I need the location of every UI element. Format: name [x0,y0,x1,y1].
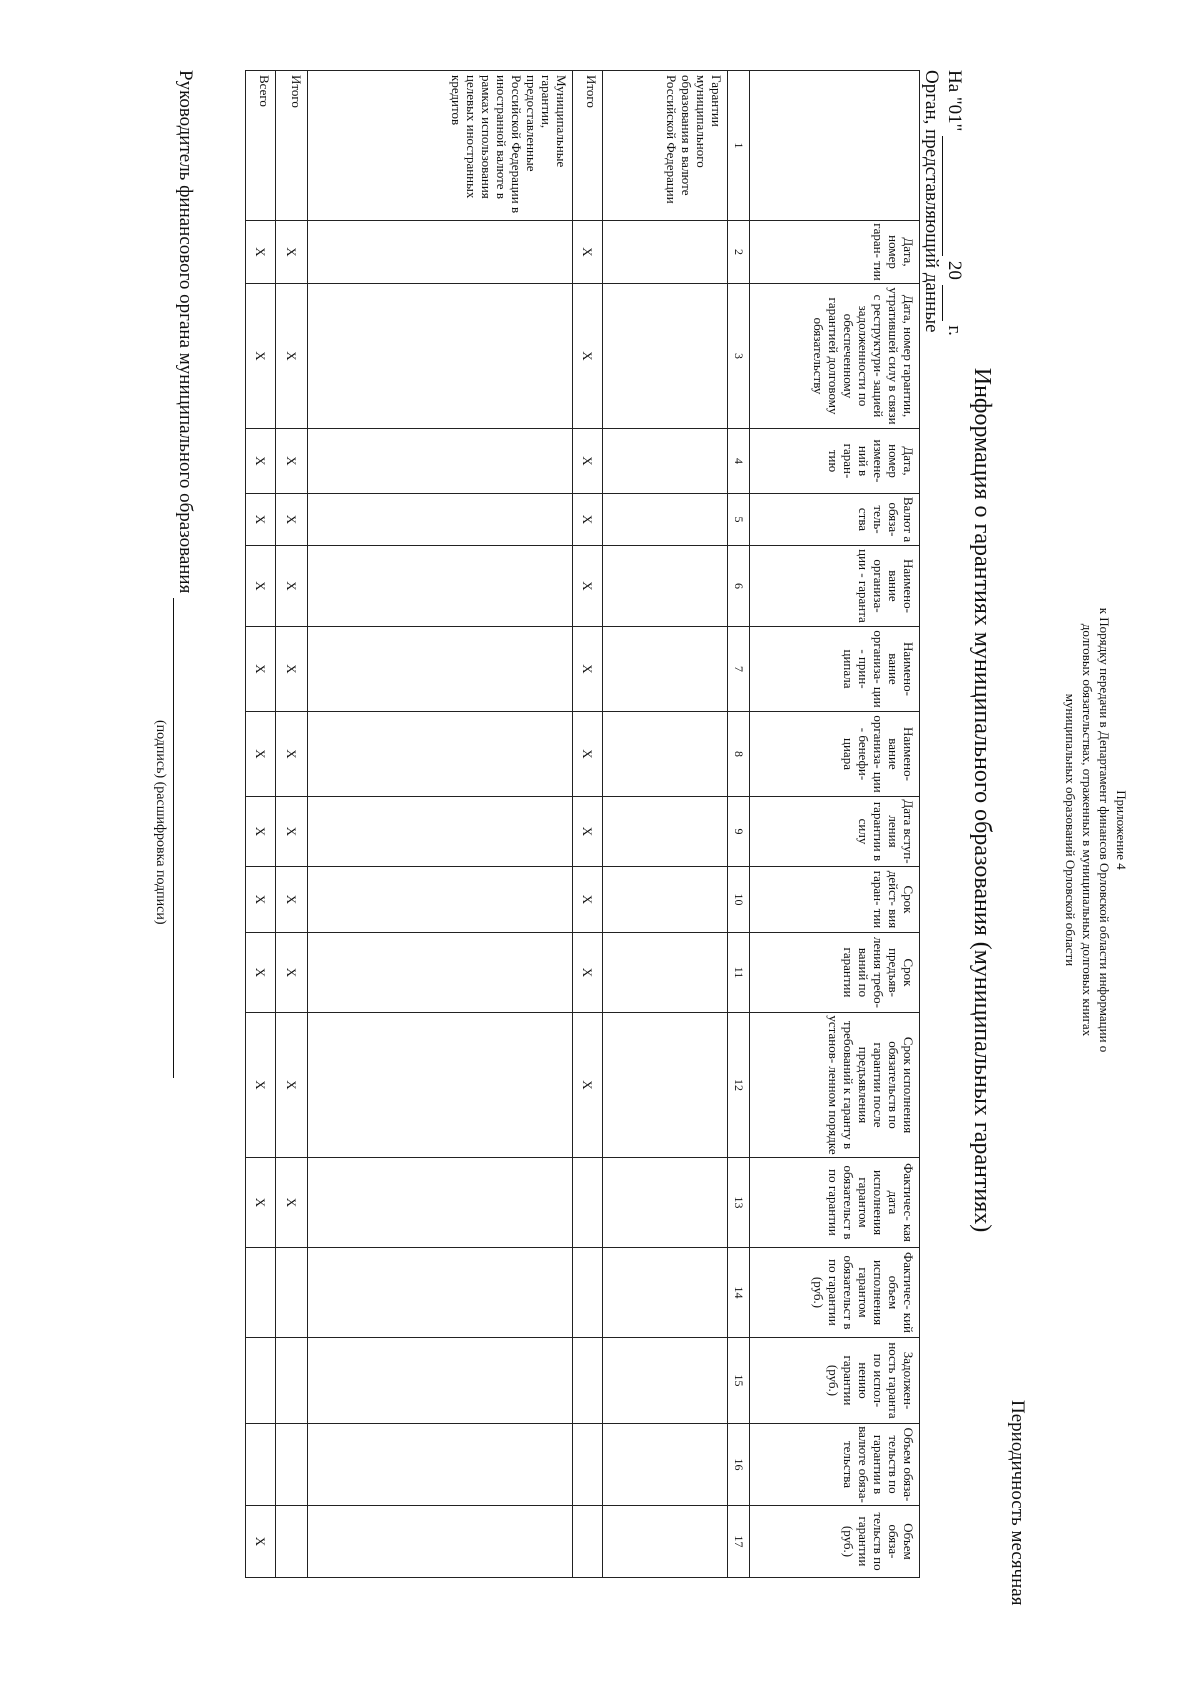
column-number: 13 [728,1158,750,1248]
table-row [308,71,573,1578]
table-cell [308,429,573,494]
table-cell [276,1248,308,1338]
table-cell [246,1338,276,1424]
table-cell [308,1338,573,1424]
table-cell: X [276,429,308,494]
header-cell: Наимено- вание организа- ции - гаранта [750,546,920,627]
header-cell: Объем обяза- тельств по гарантии (руб.) [750,1506,920,1578]
column-number: 10 [728,867,750,933]
table-cell: X [573,712,603,797]
table-cell [308,627,573,712]
table-row [276,71,308,1578]
document-title: Информация о гарантиях муниципального образования (муниципальных гарантиях) [969,367,995,1233]
header-cell: Объем обяза- тельств по гарантии в валюте обяза- тельства [750,1424,920,1506]
column-number: 4 [728,429,750,494]
table-cell: X [246,1158,276,1248]
table-cell: X [573,867,603,933]
table-cell: X [246,1506,276,1578]
table-cell: X [246,933,276,1013]
header-cell: Валют а обяза- тель- ства [750,494,920,546]
table-cell [603,627,728,712]
column-number: 17 [728,1506,750,1578]
table-cell [603,221,728,284]
table-cell [603,933,728,1013]
table-cell: X [276,712,308,797]
row-label: Итого [276,71,308,221]
table-cell: X [276,1158,308,1248]
table-cell: X [276,933,308,1013]
header-cell: Срок дейст- вия гаран- тии [750,867,920,933]
table-cell [573,1248,603,1338]
table-cell [603,712,728,797]
table-cell [308,867,573,933]
date-year-blank [942,285,965,321]
header-cell: Фактичес- кий объем исполнения гарантом обязательст в по гарантии (руб.) [750,1248,920,1338]
table-cell [603,1506,728,1578]
date-year-prefix: 20 [944,260,965,280]
column-number: 7 [728,627,750,712]
date-prefix: На "01" [944,70,965,132]
header-cell: Дата вступ- ления гарантии в силу [750,797,920,867]
column-number: 15 [728,1338,750,1424]
table-cell [246,1248,276,1338]
table-cell: X [276,627,308,712]
table-cell: X [276,546,308,627]
column-number: 2 [728,221,750,284]
header-cell: Дата, номер гаран- тии [750,221,920,284]
table-cell: X [573,627,603,712]
header-cell: Наимено- вание организа- ции - бенефи- циара [750,712,920,797]
date-line [942,70,965,336]
table-cell: X [276,1013,308,1158]
table-cell [603,429,728,494]
column-number: 11 [728,933,750,1013]
table-cell: X [573,429,603,494]
table-row [603,71,728,1578]
periodicity-label: Периодичность месячная [1007,1400,1028,1606]
guarantees-table [245,70,920,1578]
table-cell [276,1424,308,1506]
table-cell: X [246,494,276,546]
table-cell [603,1013,728,1158]
table-cell: X [276,221,308,284]
header-row [750,71,920,1578]
table-cell [603,1338,728,1424]
table-cell: X [246,284,276,429]
table-cell: X [246,867,276,933]
table-cell [603,494,728,546]
appendix-order-line: к Порядку передачи в Департамент финансов Орловской области информации о [1097,607,1112,1053]
row-label: Итого [573,71,603,221]
table-cell [573,1158,603,1248]
table-cell [603,546,728,627]
date-year-suffix: г. [944,325,965,336]
appendix-order-line-2: долговых обязательствах, отраженных в муниципальных долговых книгах [1080,623,1095,1037]
table-cell [276,1338,308,1424]
table-row [246,71,276,1578]
table-cell [308,933,573,1013]
signer-label: Руководитель финансового органа муниципального образования [175,70,196,594]
row-label: Всего [246,71,276,221]
table-cell: X [246,797,276,867]
table-cell: X [246,429,276,494]
table-cell [573,1424,603,1506]
table-cell [308,1248,573,1338]
table-cell: X [573,933,603,1013]
column-number: 8 [728,712,750,797]
table-cell [603,867,728,933]
column-number: 14 [728,1248,750,1338]
table-cell: X [246,627,276,712]
table-cell [308,284,573,429]
appendix-number: Приложение 4 [1114,790,1129,870]
table-cell: X [246,1013,276,1158]
column-number: 1 [728,71,750,221]
table-cell: X [246,712,276,797]
column-number: 12 [728,1013,750,1158]
organ-line [919,70,942,777]
table-cell: X [246,221,276,284]
organ-blank [919,337,942,777]
header-cell: Срок исполнения обязательств по гарантии после предъявления требований к гаранту в установ- ленном порядке [750,1013,920,1158]
column-number: 6 [728,546,750,627]
row-label: Муниципальные гарантии, предоставленные Российской Федерации в иностранной валюте в рамках использования целевых иностранных кредитов [308,71,573,221]
table-cell: X [573,494,603,546]
header-cell: Срок предъяв- ления требо- ваний по гарантии [750,933,920,1013]
header-cell: Дата, номер гарантии, утратившей силу в связи с реструктури- зацией задолженности по обеспеченному гарантией долговому обязательству [750,284,920,429]
signer-line [173,70,196,1078]
table-cell [603,797,728,867]
table-cell [308,797,573,867]
table-cell [308,1424,573,1506]
organ-label: Орган, представляющий данные [921,70,942,333]
table-cell [308,221,573,284]
table-row [573,71,603,1578]
table-cell [573,1338,603,1424]
table-cell [603,1424,728,1506]
header-cell: Фактичес- кая дата исполнения гарантом обязательст в по гарантии [750,1158,920,1248]
table-cell [276,1506,308,1578]
row-label: Гарантии муниципального образования в валюте Российской Федерации [603,71,728,221]
table-cell: X [276,284,308,429]
header-cell: Наимено- вание организа- ции - прин- ципала [750,627,920,712]
header-cell [750,71,920,221]
table-cell: X [573,221,603,284]
table-cell [308,546,573,627]
table-cell [603,284,728,429]
table-cell: X [573,284,603,429]
column-number: 5 [728,494,750,546]
column-number-row [728,71,750,1578]
table-cell [603,1248,728,1338]
header-cell: Дата, номер измене- ний в гаран- тию [750,429,920,494]
table-cell: X [276,797,308,867]
signature-caption: (подпись) (расшифровка подписи) [153,720,168,925]
date-month-blank [942,136,965,256]
table-cell [308,1013,573,1158]
table-cell [308,1506,573,1578]
table-cell: X [573,1013,603,1158]
signature-blank [173,598,196,1078]
table-cell: X [573,797,603,867]
table-cell [603,1158,728,1248]
table-cell: X [573,546,603,627]
table-cell [246,1424,276,1506]
table-cell: X [246,546,276,627]
table-cell [573,1506,603,1578]
table-cell [308,712,573,797]
appendix-order-line-3: муниципальных образований Орловской области [1063,693,1078,967]
table-cell [308,1158,573,1248]
table-cell: X [276,494,308,546]
appendix-header [1062,330,1130,1330]
column-number: 3 [728,284,750,429]
header-cell: Задолжен- ность гаранта по испол- нению гарантии (руб.) [750,1338,920,1424]
column-number: 9 [728,797,750,867]
column-number: 16 [728,1424,750,1506]
table-cell [308,494,573,546]
table-cell: X [276,867,308,933]
